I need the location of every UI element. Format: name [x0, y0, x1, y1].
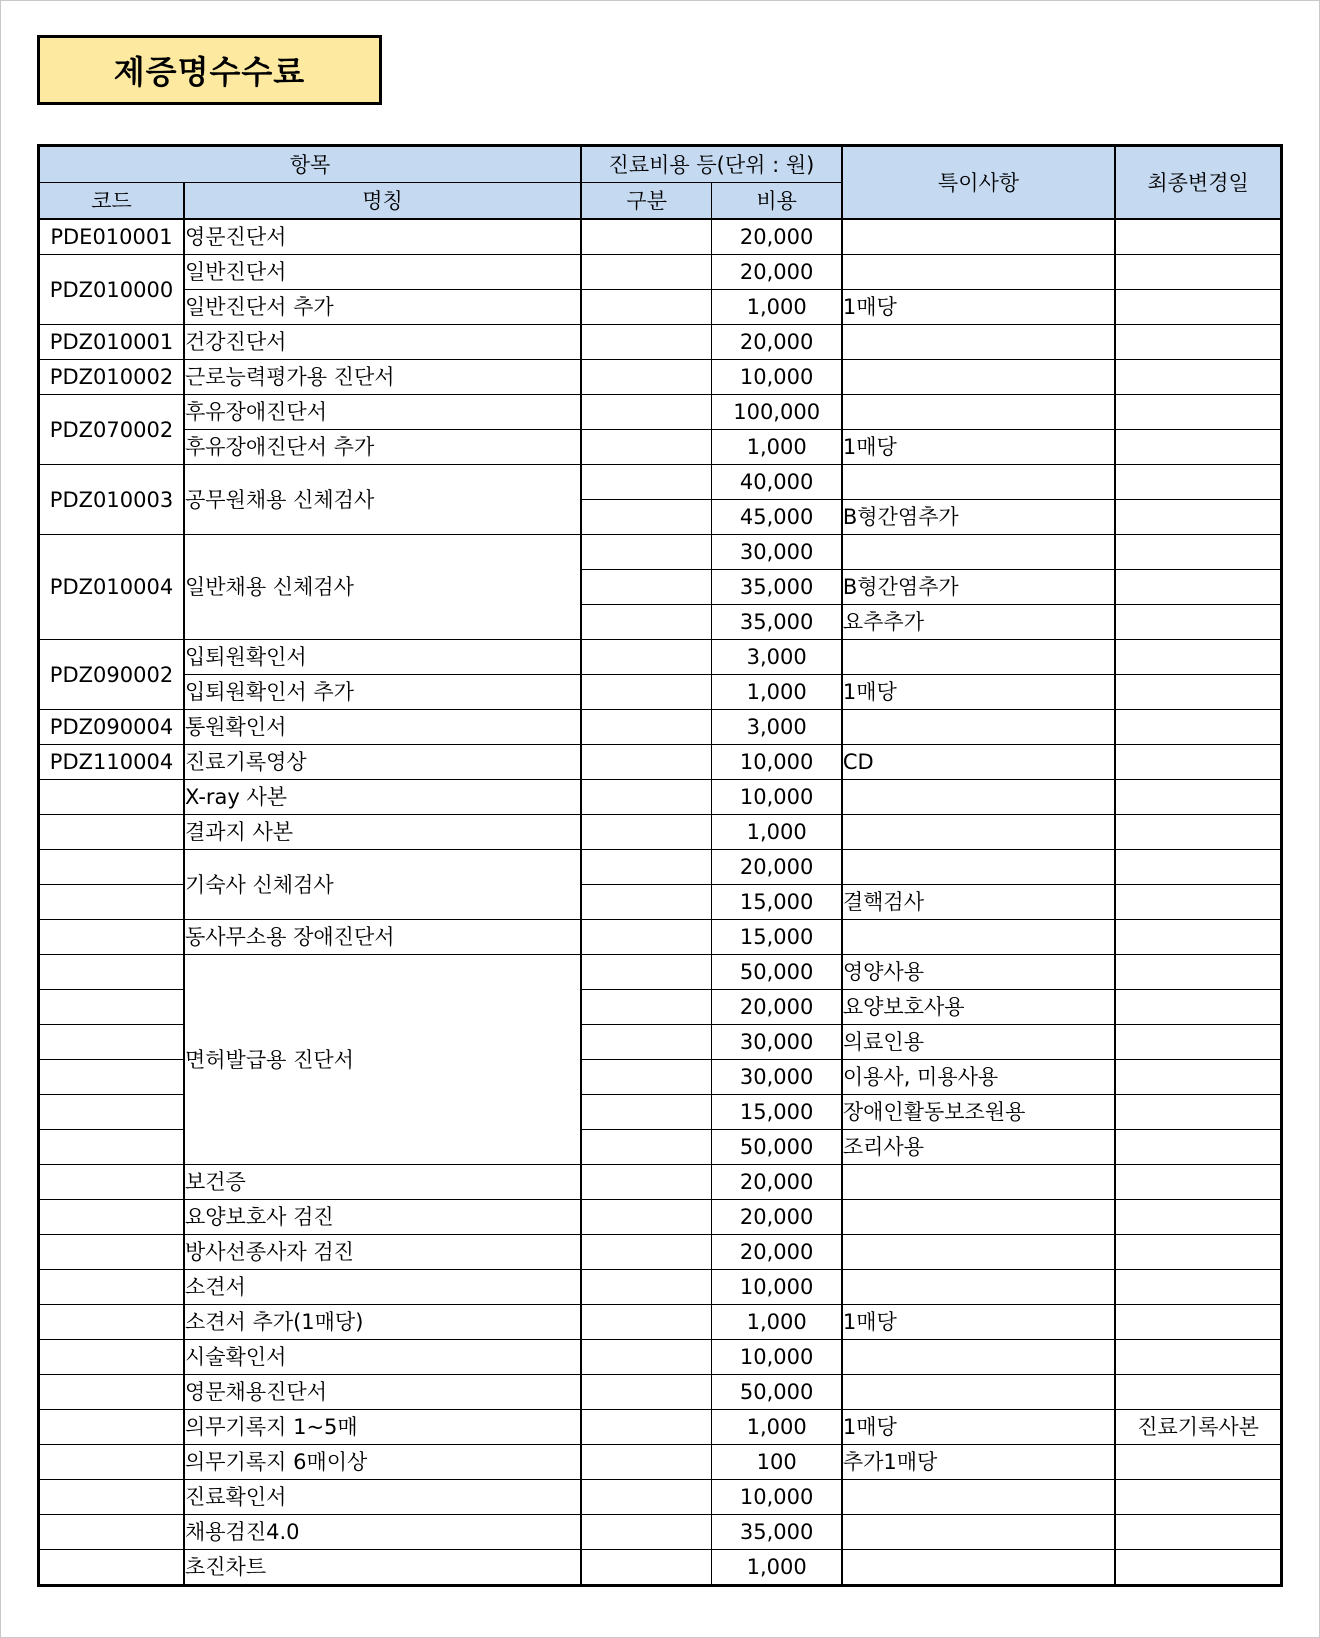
last-changed-cell: [1115, 1480, 1281, 1515]
note-cell: [842, 1200, 1115, 1235]
note-cell: [842, 1165, 1115, 1200]
note-cell: [842, 325, 1115, 360]
note-cell: [842, 1480, 1115, 1515]
category-cell: [581, 1515, 712, 1550]
amount-cell: 1,000: [712, 815, 842, 850]
amount-cell: 50,000: [712, 1375, 842, 1410]
last-changed-cell: [1115, 1445, 1281, 1480]
code-cell: [39, 1235, 184, 1270]
table-row: [39, 675, 1282, 710]
category-cell: [581, 990, 712, 1025]
name-cell: 보건증: [184, 1165, 581, 1200]
code-cell: [39, 885, 184, 920]
header-note: 특이사항: [842, 146, 1115, 220]
category-cell: [581, 1410, 712, 1445]
fee-table: [37, 144, 1283, 1587]
table-row: [39, 710, 1282, 745]
category-cell: [581, 745, 712, 780]
category-cell: [581, 360, 712, 395]
last-changed-cell: [1115, 920, 1281, 955]
note-cell: [842, 780, 1115, 815]
name-cell: 초진차트: [184, 1550, 581, 1586]
category-cell: [581, 465, 712, 500]
table-row: [39, 1200, 1282, 1235]
category-cell: [581, 570, 712, 605]
last-changed-cell: [1115, 395, 1281, 430]
note-cell: [842, 1340, 1115, 1375]
amount-cell: 30,000: [712, 535, 842, 570]
amount-cell: 1,000: [712, 1410, 842, 1445]
table-row: [39, 535, 1282, 570]
code-cell: [39, 955, 184, 990]
name-cell: 진료확인서: [184, 1480, 581, 1515]
fee-table-body: [39, 219, 1282, 1586]
note-cell: [842, 1270, 1115, 1305]
table-row: [39, 430, 1282, 465]
name-cell: 건강진단서: [184, 325, 581, 360]
category-cell: [581, 885, 712, 920]
note-cell: B형간염추가: [842, 570, 1115, 605]
note-cell: [842, 219, 1115, 255]
amount-cell: 3,000: [712, 640, 842, 675]
name-cell: 근로능력평가용 진단서: [184, 360, 581, 395]
code-cell: [39, 850, 184, 885]
table-row: [39, 640, 1282, 675]
amount-cell: 20,000: [712, 1200, 842, 1235]
category-cell: [581, 1445, 712, 1480]
amount-cell: 1,000: [712, 430, 842, 465]
category-cell: [581, 605, 712, 640]
table-row: [39, 1165, 1282, 1200]
last-changed-cell: [1115, 850, 1281, 885]
table-row: [39, 745, 1282, 780]
last-changed-cell: [1115, 710, 1281, 745]
table-row: [39, 1480, 1282, 1515]
amount-cell: 35,000: [712, 570, 842, 605]
last-changed-cell: [1115, 885, 1281, 920]
code-cell: [39, 1060, 184, 1095]
note-cell: 조리사용: [842, 1130, 1115, 1165]
code-cell: PDZ010000: [39, 255, 184, 325]
code-cell: [39, 920, 184, 955]
last-changed-cell: [1115, 675, 1281, 710]
amount-cell: 20,000: [712, 1235, 842, 1270]
category-cell: [581, 1060, 712, 1095]
category-cell: [581, 1130, 712, 1165]
amount-cell: 10,000: [712, 1270, 842, 1305]
header-category: 구분: [581, 183, 712, 220]
note-cell: 결핵검사: [842, 885, 1115, 920]
amount-cell: 20,000: [712, 850, 842, 885]
note-cell: [842, 255, 1115, 290]
header-amount: 비용: [712, 183, 842, 220]
table-row: [39, 219, 1282, 255]
table-row: [39, 465, 1282, 500]
category-cell: [581, 219, 712, 255]
code-cell: [39, 1480, 184, 1515]
last-changed-cell: [1115, 1340, 1281, 1375]
category-cell: [581, 1025, 712, 1060]
amount-cell: 20,000: [712, 990, 842, 1025]
note-cell: 1매당: [842, 675, 1115, 710]
name-cell: 일반채용 신체검사: [184, 535, 581, 640]
code-cell: PDZ090004: [39, 710, 184, 745]
code-cell: PDZ070002: [39, 395, 184, 465]
note-cell: 1매당: [842, 1305, 1115, 1340]
name-cell: 후유장애진단서 추가: [184, 430, 581, 465]
note-cell: [842, 395, 1115, 430]
table-row: [39, 360, 1282, 395]
category-cell: [581, 675, 712, 710]
name-cell: 일반진단서: [184, 255, 581, 290]
amount-cell: 1,000: [712, 290, 842, 325]
fee-table-header: [39, 146, 1282, 220]
note-cell: [842, 920, 1115, 955]
category-cell: [581, 535, 712, 570]
code-cell: [39, 1515, 184, 1550]
category-cell: [581, 290, 712, 325]
category-cell: [581, 395, 712, 430]
amount-cell: 35,000: [712, 1515, 842, 1550]
amount-cell: 30,000: [712, 1025, 842, 1060]
name-cell: 입퇴원확인서 추가: [184, 675, 581, 710]
name-cell: 공무원채용 신체검사: [184, 465, 581, 535]
name-cell: 통원확인서: [184, 710, 581, 745]
amount-cell: 100,000: [712, 395, 842, 430]
last-changed-cell: [1115, 325, 1281, 360]
last-changed-cell: [1115, 360, 1281, 395]
note-cell: 요양보호사용: [842, 990, 1115, 1025]
last-changed-cell: [1115, 290, 1281, 325]
amount-cell: 10,000: [712, 360, 842, 395]
note-cell: 의료인용: [842, 1025, 1115, 1060]
amount-cell: 10,000: [712, 1340, 842, 1375]
note-cell: 이용사, 미용사용: [842, 1060, 1115, 1095]
note-cell: 1매당: [842, 430, 1115, 465]
last-changed-cell: [1115, 1235, 1281, 1270]
category-cell: [581, 1550, 712, 1586]
name-cell: 면허발급용 진단서: [184, 955, 581, 1165]
code-cell: [39, 1445, 184, 1480]
name-cell: 영문채용진단서: [184, 1375, 581, 1410]
last-changed-cell: [1115, 780, 1281, 815]
amount-cell: 15,000: [712, 1095, 842, 1130]
note-cell: [842, 710, 1115, 745]
table-row: [39, 850, 1282, 885]
category-cell: [581, 1305, 712, 1340]
header-code: 코드: [39, 183, 184, 220]
note-cell: 1매당: [842, 290, 1115, 325]
amount-cell: 50,000: [712, 955, 842, 990]
note-cell: [842, 1235, 1115, 1270]
name-cell: 결과지 사본: [184, 815, 581, 850]
category-cell: [581, 710, 712, 745]
note-cell: 추가1매당: [842, 1445, 1115, 1480]
code-cell: [39, 1270, 184, 1305]
name-cell: 채용검진4.0: [184, 1515, 581, 1550]
code-cell: [39, 1130, 184, 1165]
category-cell: [581, 1480, 712, 1515]
last-changed-cell: [1115, 1550, 1281, 1586]
amount-cell: 10,000: [712, 1480, 842, 1515]
amount-cell: 3,000: [712, 710, 842, 745]
name-cell: 소견서 추가(1매당): [184, 1305, 581, 1340]
name-cell: 의무기록지 6매이상: [184, 1445, 581, 1480]
note-cell: [842, 535, 1115, 570]
code-cell: PDZ010003: [39, 465, 184, 535]
note-cell: 요추추가: [842, 605, 1115, 640]
table-row: [39, 955, 1282, 990]
last-changed-cell: [1115, 605, 1281, 640]
last-changed-cell: [1115, 955, 1281, 990]
table-row: [39, 290, 1282, 325]
name-cell: 방사선종사자 검진: [184, 1235, 581, 1270]
amount-cell: 1,000: [712, 1550, 842, 1586]
code-cell: PDZ090002: [39, 640, 184, 710]
name-cell: 소견서: [184, 1270, 581, 1305]
last-changed-cell: 진료기록사본: [1115, 1410, 1281, 1445]
table-row: [39, 780, 1282, 815]
amount-cell: 15,000: [712, 920, 842, 955]
table-row: [39, 1445, 1282, 1480]
last-changed-cell: [1115, 1025, 1281, 1060]
category-cell: [581, 1340, 712, 1375]
amount-cell: 20,000: [712, 219, 842, 255]
table-row: [39, 1270, 1282, 1305]
last-changed-cell: [1115, 1270, 1281, 1305]
name-cell: 입퇴원확인서: [184, 640, 581, 675]
code-cell: [39, 1165, 184, 1200]
table-row: [39, 1410, 1282, 1445]
note-cell: [842, 850, 1115, 885]
name-cell: 기숙사 신체검사: [184, 850, 581, 920]
code-cell: [39, 1410, 184, 1445]
table-row: [39, 325, 1282, 360]
header-cost-group: 진료비용 등(단위 : 원): [581, 146, 842, 183]
code-cell: [39, 815, 184, 850]
last-changed-cell: [1115, 1515, 1281, 1550]
amount-cell: 35,000: [712, 605, 842, 640]
last-changed-cell: [1115, 1130, 1281, 1165]
code-cell: PDZ010002: [39, 360, 184, 395]
header-name: 명칭: [184, 183, 581, 220]
table-row: [39, 1305, 1282, 1340]
amount-cell: 1,000: [712, 1305, 842, 1340]
last-changed-cell: [1115, 1305, 1281, 1340]
last-changed-cell: [1115, 1165, 1281, 1200]
code-cell: PDZ010001: [39, 325, 184, 360]
category-cell: [581, 1095, 712, 1130]
last-changed-cell: [1115, 430, 1281, 465]
last-changed-cell: [1115, 535, 1281, 570]
name-cell: 영문진단서: [184, 219, 581, 255]
name-cell: 의무기록지 1~5매: [184, 1410, 581, 1445]
name-cell: 요양보호사 검진: [184, 1200, 581, 1235]
category-cell: [581, 325, 712, 360]
last-changed-cell: [1115, 570, 1281, 605]
amount-cell: 45,000: [712, 500, 842, 535]
category-cell: [581, 255, 712, 290]
code-cell: [39, 1375, 184, 1410]
category-cell: [581, 1235, 712, 1270]
table-row: [39, 1550, 1282, 1586]
table-row: [39, 920, 1282, 955]
last-changed-cell: [1115, 1095, 1281, 1130]
note-cell: 장애인활동보조원용: [842, 1095, 1115, 1130]
last-changed-cell: [1115, 219, 1281, 255]
amount-cell: 20,000: [712, 255, 842, 290]
note-cell: [842, 815, 1115, 850]
amount-cell: 10,000: [712, 745, 842, 780]
last-changed-cell: [1115, 640, 1281, 675]
amount-cell: 20,000: [712, 325, 842, 360]
header-item-group: 항목: [39, 146, 582, 183]
category-cell: [581, 920, 712, 955]
category-cell: [581, 1165, 712, 1200]
note-cell: 1매당: [842, 1410, 1115, 1445]
amount-cell: 30,000: [712, 1060, 842, 1095]
code-cell: [39, 1025, 184, 1060]
last-changed-cell: [1115, 255, 1281, 290]
header-last-changed: 최종변경일: [1115, 146, 1281, 220]
amount-cell: 20,000: [712, 1165, 842, 1200]
page-title: 제증명수수료: [37, 35, 382, 105]
name-cell: 진료기록영상: [184, 745, 581, 780]
category-cell: [581, 1375, 712, 1410]
table-row: [39, 1235, 1282, 1270]
last-changed-cell: [1115, 745, 1281, 780]
table-row: [39, 1340, 1282, 1375]
code-cell: [39, 1200, 184, 1235]
category-cell: [581, 430, 712, 465]
name-cell: X-ray 사본: [184, 780, 581, 815]
category-cell: [581, 640, 712, 675]
last-changed-cell: [1115, 500, 1281, 535]
last-changed-cell: [1115, 815, 1281, 850]
note-cell: B형간염추가: [842, 500, 1115, 535]
code-cell: [39, 1095, 184, 1130]
name-cell: 시술확인서: [184, 1340, 581, 1375]
category-cell: [581, 780, 712, 815]
code-cell: PDE010001: [39, 219, 184, 255]
note-cell: [842, 1550, 1115, 1586]
note-cell: [842, 465, 1115, 500]
name-cell: 후유장애진단서: [184, 395, 581, 430]
last-changed-cell: [1115, 1375, 1281, 1410]
amount-cell: 50,000: [712, 1130, 842, 1165]
name-cell: 동사무소용 장애진단서: [184, 920, 581, 955]
category-cell: [581, 500, 712, 535]
note-cell: [842, 1375, 1115, 1410]
category-cell: [581, 1200, 712, 1235]
amount-cell: 15,000: [712, 885, 842, 920]
amount-cell: 1,000: [712, 675, 842, 710]
name-cell: 일반진단서 추가: [184, 290, 581, 325]
category-cell: [581, 815, 712, 850]
category-cell: [581, 850, 712, 885]
last-changed-cell: [1115, 990, 1281, 1025]
amount-cell: 10,000: [712, 780, 842, 815]
note-cell: 영양사용: [842, 955, 1115, 990]
code-cell: [39, 780, 184, 815]
code-cell: PDZ010004: [39, 535, 184, 640]
note-cell: [842, 360, 1115, 395]
code-cell: PDZ110004: [39, 745, 184, 780]
code-cell: [39, 1340, 184, 1375]
note-cell: CD: [842, 745, 1115, 780]
table-row: [39, 1515, 1282, 1550]
last-changed-cell: [1115, 465, 1281, 500]
category-cell: [581, 955, 712, 990]
table-row: [39, 395, 1282, 430]
table-row: [39, 255, 1282, 290]
table-row: [39, 815, 1282, 850]
last-changed-cell: [1115, 1060, 1281, 1095]
code-cell: [39, 990, 184, 1025]
table-row: [39, 1375, 1282, 1410]
note-cell: [842, 1515, 1115, 1550]
code-cell: [39, 1550, 184, 1586]
last-changed-cell: [1115, 1200, 1281, 1235]
amount-cell: 40,000: [712, 465, 842, 500]
note-cell: [842, 640, 1115, 675]
amount-cell: 100: [712, 1445, 842, 1480]
code-cell: [39, 1305, 184, 1340]
category-cell: [581, 1270, 712, 1305]
